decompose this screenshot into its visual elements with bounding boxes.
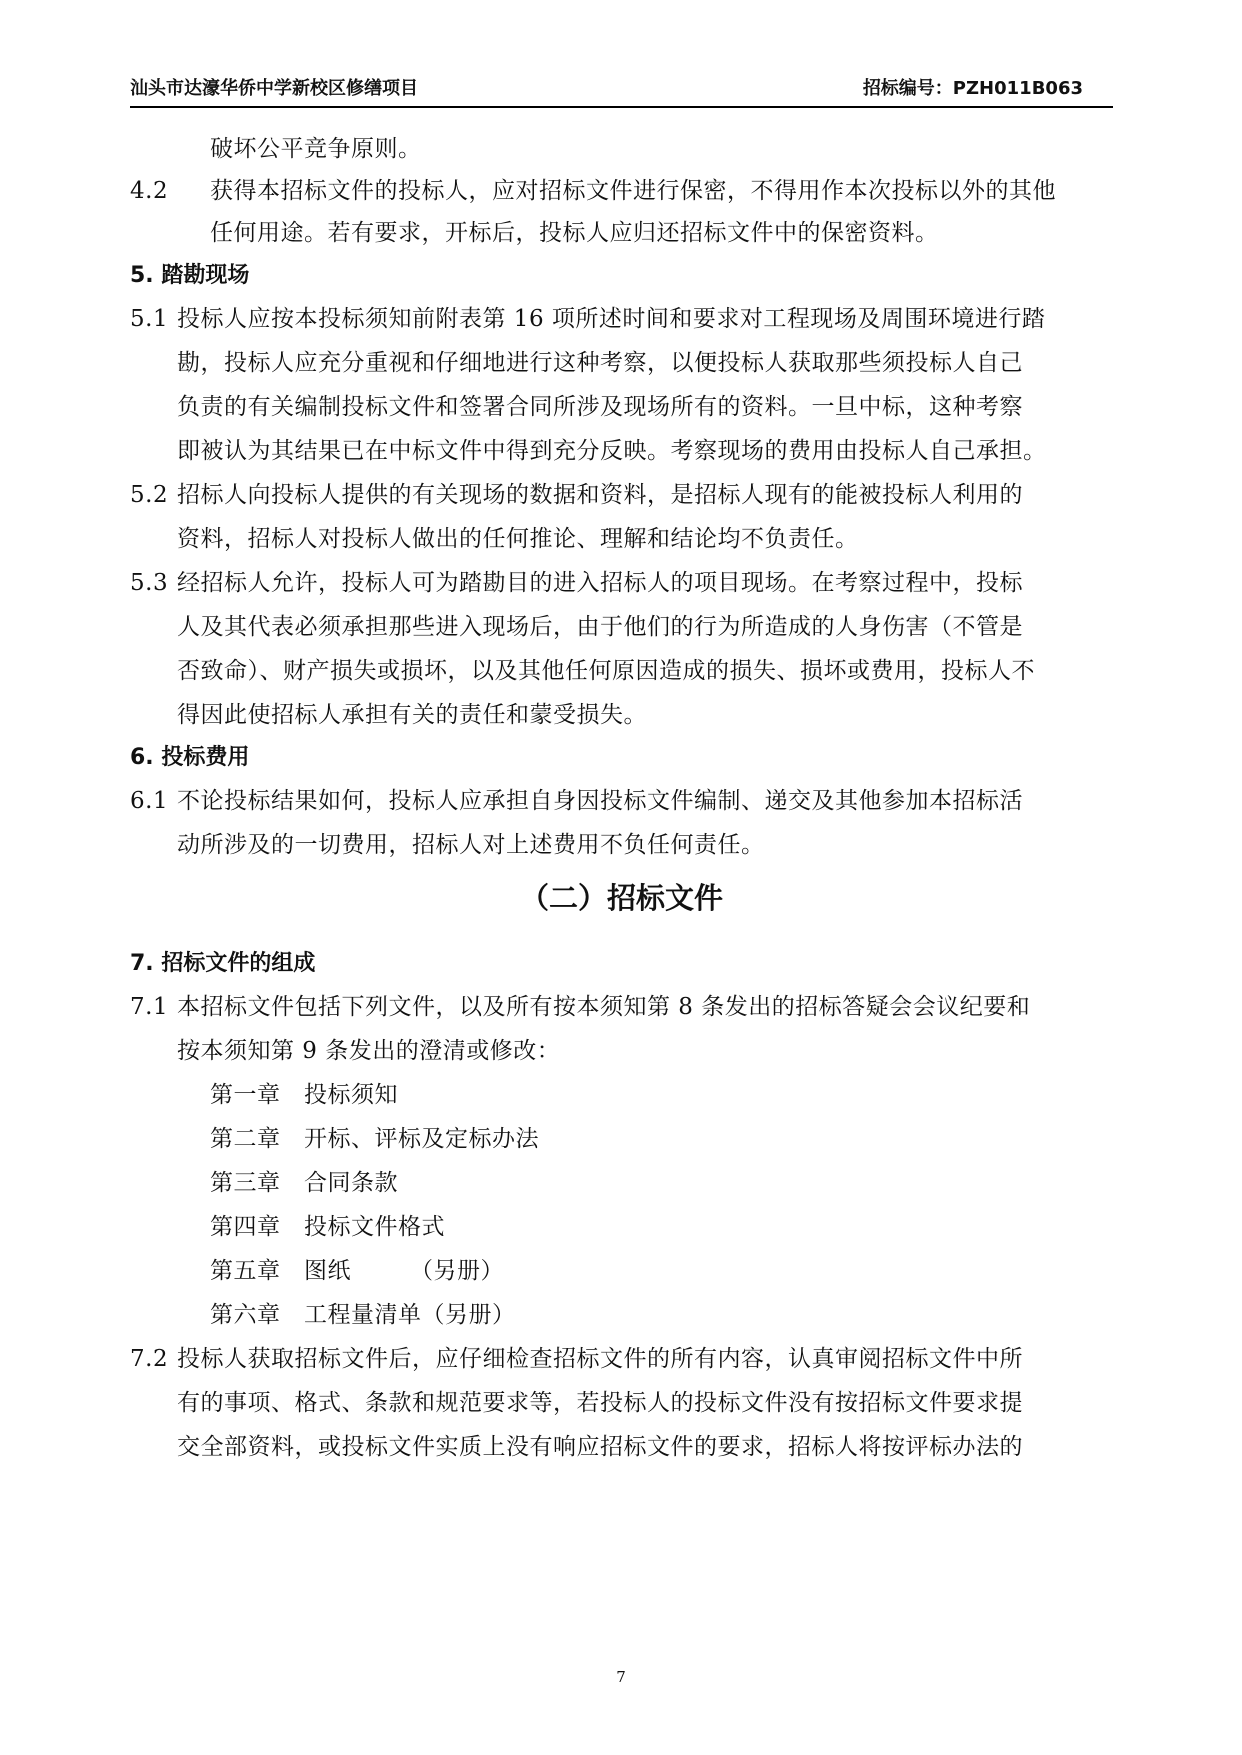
tender-number: 招标编号：PZH011B063 — [862, 78, 1083, 99]
page-number: 7 — [616, 1668, 626, 1686]
section-heading: 7. 招标文件的组成 — [130, 951, 316, 976]
paragraph-line: 招标人向投标人提供的有关现场的数据和资料，是招标人现有的能被投标人利用的 — [177, 482, 1023, 508]
clause-number: 5.3 — [130, 570, 169, 596]
paragraph-line: 得因此使招标人承担有关的责任和蒙受损失。 — [177, 702, 647, 728]
paragraph-line: 负责的有关编制投标文件和签署合同所涉及现场所有的资料。一旦中标，这种考察 — [177, 394, 1023, 420]
page-header — [130, 72, 1113, 108]
chapter-title: （二）招标文件 — [519, 881, 723, 915]
clause-number: 7.1 — [130, 994, 169, 1020]
chapter-list-item: 第六章 工程量清单（另册） — [210, 1302, 516, 1328]
paragraph-line: 破坏公平竞争原则。 — [210, 136, 422, 162]
paragraph-line: 即被认为其结果已在中标文件中得到充分反映。考察现场的费用由投标人自己承担。 — [177, 438, 1047, 464]
paragraph-line: 不论投标结果如何，投标人应承担自身因投标文件编制、递交及其他参加本招标活 — [177, 788, 1023, 814]
clause-number: 5.1 — [130, 306, 169, 332]
chapter-list-item: 第一章 投标须知 — [210, 1082, 398, 1108]
section-heading: 5. 踏勘现场 — [130, 263, 250, 288]
clause-number: 5.2 — [130, 482, 169, 508]
paragraph-line: 有的事项、格式、条款和规范要求等，若投标人的投标文件没有按招标文件要求提 — [177, 1390, 1023, 1416]
chapter-list-item: 第二章 开标、评标及定标办法 — [210, 1126, 539, 1152]
chapter-list-item: 第四章 投标文件格式 — [210, 1214, 445, 1240]
paragraph-line: 动所涉及的一切费用，招标人对上述费用不负任何责任。 — [177, 832, 765, 858]
paragraph-line: 交全部资料，或投标文件实质上没有响应招标文件的要求，招标人将按评标办法的 — [177, 1434, 1023, 1460]
paragraph-line: 经招标人允许，投标人可为踏勘目的进入招标人的项目现场。在考察过程中，投标 — [177, 570, 1023, 596]
project-title: 汕头市达濠华侨中学新校区修缮项目 — [130, 78, 418, 99]
paragraph-line: 人及其代表必须承担那些进入现场后，由于他们的行为所造成的人身伤害（不管是 — [177, 614, 1023, 640]
section-heading: 6. 投标费用 — [130, 745, 250, 770]
clause-number: 7.2 — [130, 1346, 169, 1372]
paragraph-line: 勘，投标人应充分重视和仔细地进行这种考察，以便投标人获取那些须投标人自己 — [177, 350, 1023, 376]
paragraph-line: 任何用途。若有要求，开标后，投标人应归还招标文件中的保密资料。 — [210, 220, 939, 246]
paragraph-line: 按本须知第 9 条发出的澄清或修改： — [177, 1038, 561, 1064]
chapter-list-item: 第三章 合同条款 — [210, 1170, 398, 1196]
paragraph-line: 资料，招标人对投标人做出的任何推论、理解和结论均不负责任。 — [177, 526, 859, 552]
chapter-list-item: 第五章 图纸 （另册） — [210, 1258, 504, 1284]
paragraph-line: 本招标文件包括下列文件，以及所有按本须知第 8 条发出的招标答疑会会议纪要和 — [177, 994, 1031, 1020]
paragraph-line: 获得本招标文件的投标人，应对招标文件进行保密，不得用作本次投标以外的其他 — [210, 178, 1056, 204]
paragraph-line: 投标人获取招标文件后，应仔细检查招标文件的所有内容，认真审阅招标文件中所 — [177, 1346, 1023, 1372]
paragraph-line: 否致命）、财产损失或损坏，以及其他任何原因造成的损失、损坏或费用，投标人不 — [177, 658, 1035, 684]
clause-number: 6.1 — [130, 788, 169, 814]
clause-number: 4.2 — [130, 178, 169, 204]
paragraph-line: 投标人应按本投标须知前附表第 16 项所述时间和要求对工程现场及周围环境进行踏 — [177, 306, 1046, 332]
